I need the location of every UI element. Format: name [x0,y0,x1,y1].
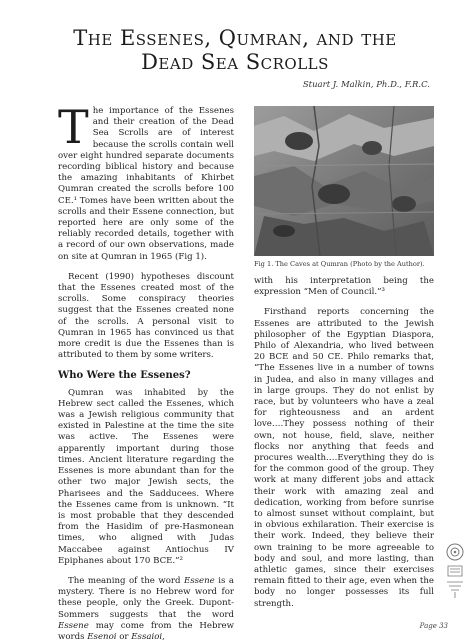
title-line-2: Dead Sea Scrolls [141,50,329,74]
paragraph-meaning [58,576,234,640]
emphasis: Esenoi [87,631,117,640]
rosicrucian-emblem-icon [444,542,466,600]
page-number: Page 33 [419,622,448,630]
left-column [58,100,234,640]
article-title [20,26,450,74]
paragraph-philo: Firsthand reports concerning the Essenes are attributed to the Jewish philosopher of the Egyptian Diaspora, Philo of Alexandria, who lived between 20 BCE and 50 CE. Philo remarks that, “The Essenes live in a number of towns in Judea, and also in many villages and in large groups. They do not enlist by race, but by volunteers who have a zeal for righteousness and an ardent love….They possess nothing of their own, not house, field, slave, neither flocks nor anything that feeds and procures wealth….Everything they do is for the common good of the group. They work at many different jobs and attack their work with amazing zeal and dedication, working from before sunrise to almost sunset without complaint, but in obvious exhilaration. Their exercise is their work. Indeed, they believe their own training to be more agreeable to body and soul, and more lasting, than athletic games, since their exercises remain fitted to their age, even when the body no longer possesses its full strength. [254,307,434,609]
section-heading: Who Were the Essenes? [58,370,191,382]
author-byline: Stuart J. Malkin, Ph.D., F.R.C. [302,80,430,90]
title-line-1: The Essenes, Qumran, and the [73,26,397,50]
qumran-caves-photo [254,106,434,256]
intro-text: he importance of the Essenes and their creation of the Dead Sea Scrolls are of interest because the scrolls contain well over eight hundred separate documents recording biblical history and because the amazing inhabitants of Khirbet Qumran created the scrolls before 100 CE.¹ Tomes have been written about the scrolls and their Essene connection, but reported here are only some of the reliably recorded details, together with a record of our own observations, made on site at Qumran in 1965 (Fig 1). [58,106,234,262]
paragraph-hypotheses: Recent (1990) hypotheses discount that the Essenes created most of the scrolls. Some conspiracy theories suggest that the Essenes created none of the scrolls. A personal visit to Qumran in 1965 has convinced us that more credit is due the Essenes than is attributed to them by some writers. [58,271,234,361]
text-run: or [116,631,132,640]
paragraph-qumran: Qumran was inhabited by the Hebrew sect called the Essenes, which was a Jewish religious community that existed in Palestine at the time the site was active. The Essenes were apparently important during those times. Ancient literature regarding the Essenes is more abundant than for the other two major Jewish sects, the Pharisees and the Sadducees. Where the Essenes came from is unknown. “It is most probable that they descended from the Hasidim of pre-Hasmonean times, who aligned with Judas Maccabee against Antiochus IV Epiphanes about 170 BCE.”² [58,387,234,566]
emphasis: Essaioi, [131,631,165,640]
text-run: is a mystery. There is no Hebrew word for these people, only the Greek. Dupont-Sommers suggests that the word [58,575,234,620]
rock-texture-image [254,106,434,256]
intro-paragraph [58,100,234,263]
text-run: may come from the Hebrew words [58,620,234,640]
text-run: The meaning of the word [68,575,184,586]
emphasis: Essene [58,620,89,631]
drop-cap: T [58,100,89,154]
paragraph-continued: with his interpretation being the expression “Men of Council.”³ [254,276,434,298]
right-column [254,106,434,619]
figure-caption: Fig 1. The Caves at Qumran (Photo by the Author). [254,260,425,268]
emphasis: Essene [183,575,215,586]
